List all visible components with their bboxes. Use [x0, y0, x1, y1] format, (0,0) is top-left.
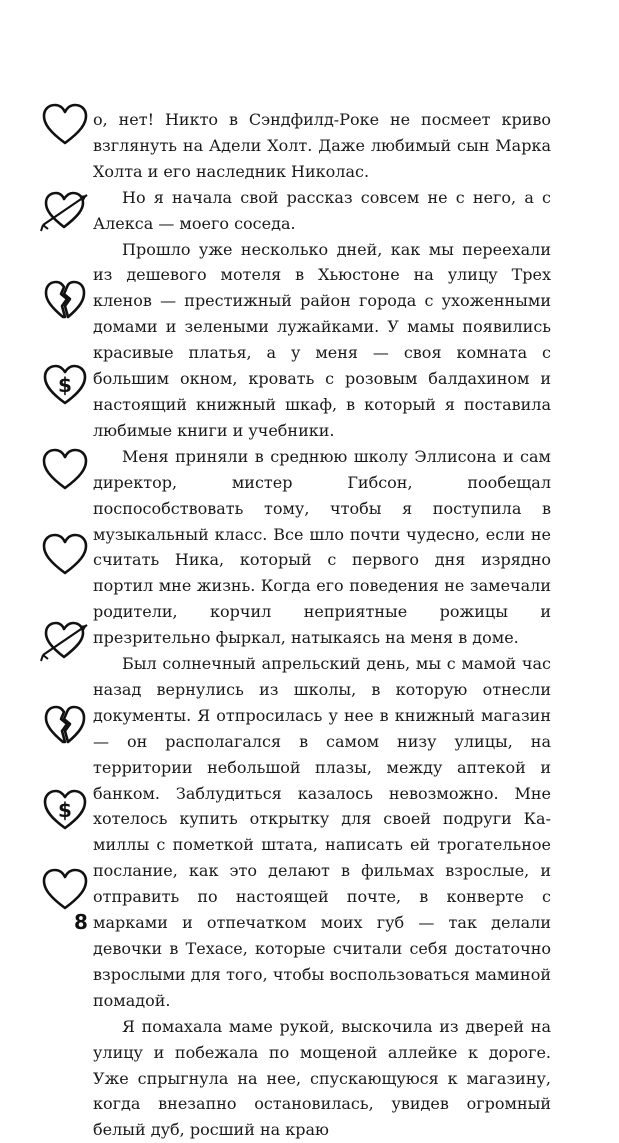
body-text [93, 107, 551, 1143]
paragraph: Прошло уже несколько дней, как мы переехали из дешевого мотеля в Хьюстоне на улицу Трех кленов — престижный район города с ухоженными домами и зелеными лужайками. У мамы появились красивые платья, а у меня — своя комната с большим окном, кровать с розовым балдахином и настоящий книжный шкаф, в который я поставила любимые книги и учебники. [93, 239, 551, 440]
heart-icon [40, 865, 90, 915]
page-number: 8 [74, 910, 88, 934]
heart-icon [40, 100, 90, 150]
paragraph: Я помахала маме рукой, выскочила из дверей на улицу и побежала по мощеной аллейке к дороге. Уже спрыгнула на нее, спускающуюся к магазину, когда внезапно остановилась, увидев огромный белый дуб, росший на краю [93, 1016, 551, 1140]
paragraph: Был солнечный апрельский день, мы с мамой час назад вернулись из школы, в которую отнесли документы. Я отпросилась у нее в книжный магазин — он располагался в самом низу улицы, на территории небольшой плазы, между аптекой и банком. Заблудиться казалось невозможно. Мне хотелось купить открытку для своей подруги Камиллы с пометкой штата, написать ей трогательное послание, как это делают в фильмах взрослые, и отправить по настоящей почте, в конверте с марками и отпечатком моих губ — так делали девочки в Техасе, которые считали себя достаточно взрослыми для того, чтобы воспользоваться маминой помадой. [93, 654, 551, 1010]
broken-heart-icon [40, 700, 90, 750]
margin-decorations [40, 100, 90, 920]
paragraph: Меня приняли в среднюю школу Эллисона и сам директор, мистер Гибсон, пообещал поспособствовать тому, чтобы я поступила в музыкальный класс. Все шло почти чудесно, если не считать Ника, который с первого дня изрядно портил мне жизнь. Когда его поведения не замечали родители, корчил неприятные рожицы и презрительно фыркал, натыкаясь на меня в доме. [93, 446, 551, 648]
heart-arrow-icon [40, 615, 90, 665]
svg-text:$: $ [58, 373, 72, 397]
heart-icon [40, 530, 90, 580]
heart-arrow-icon [40, 185, 90, 235]
svg-text:$: $ [58, 798, 72, 822]
heart-dollar-icon [40, 360, 90, 410]
heart-dollar-icon [40, 785, 90, 835]
broken-heart-icon [40, 275, 90, 325]
paragraph: о, нет! Никто в Сэндфилд-Роке не посмеет криво взглянуть на Адели Холт. Даже любимый сын Марка Холта и его наследник Николас. [93, 110, 551, 181]
heart-icon [40, 445, 90, 495]
paragraph: Но я начала свой рассказ совсем не с него, а с Алекса — моего соседа. [93, 187, 551, 233]
